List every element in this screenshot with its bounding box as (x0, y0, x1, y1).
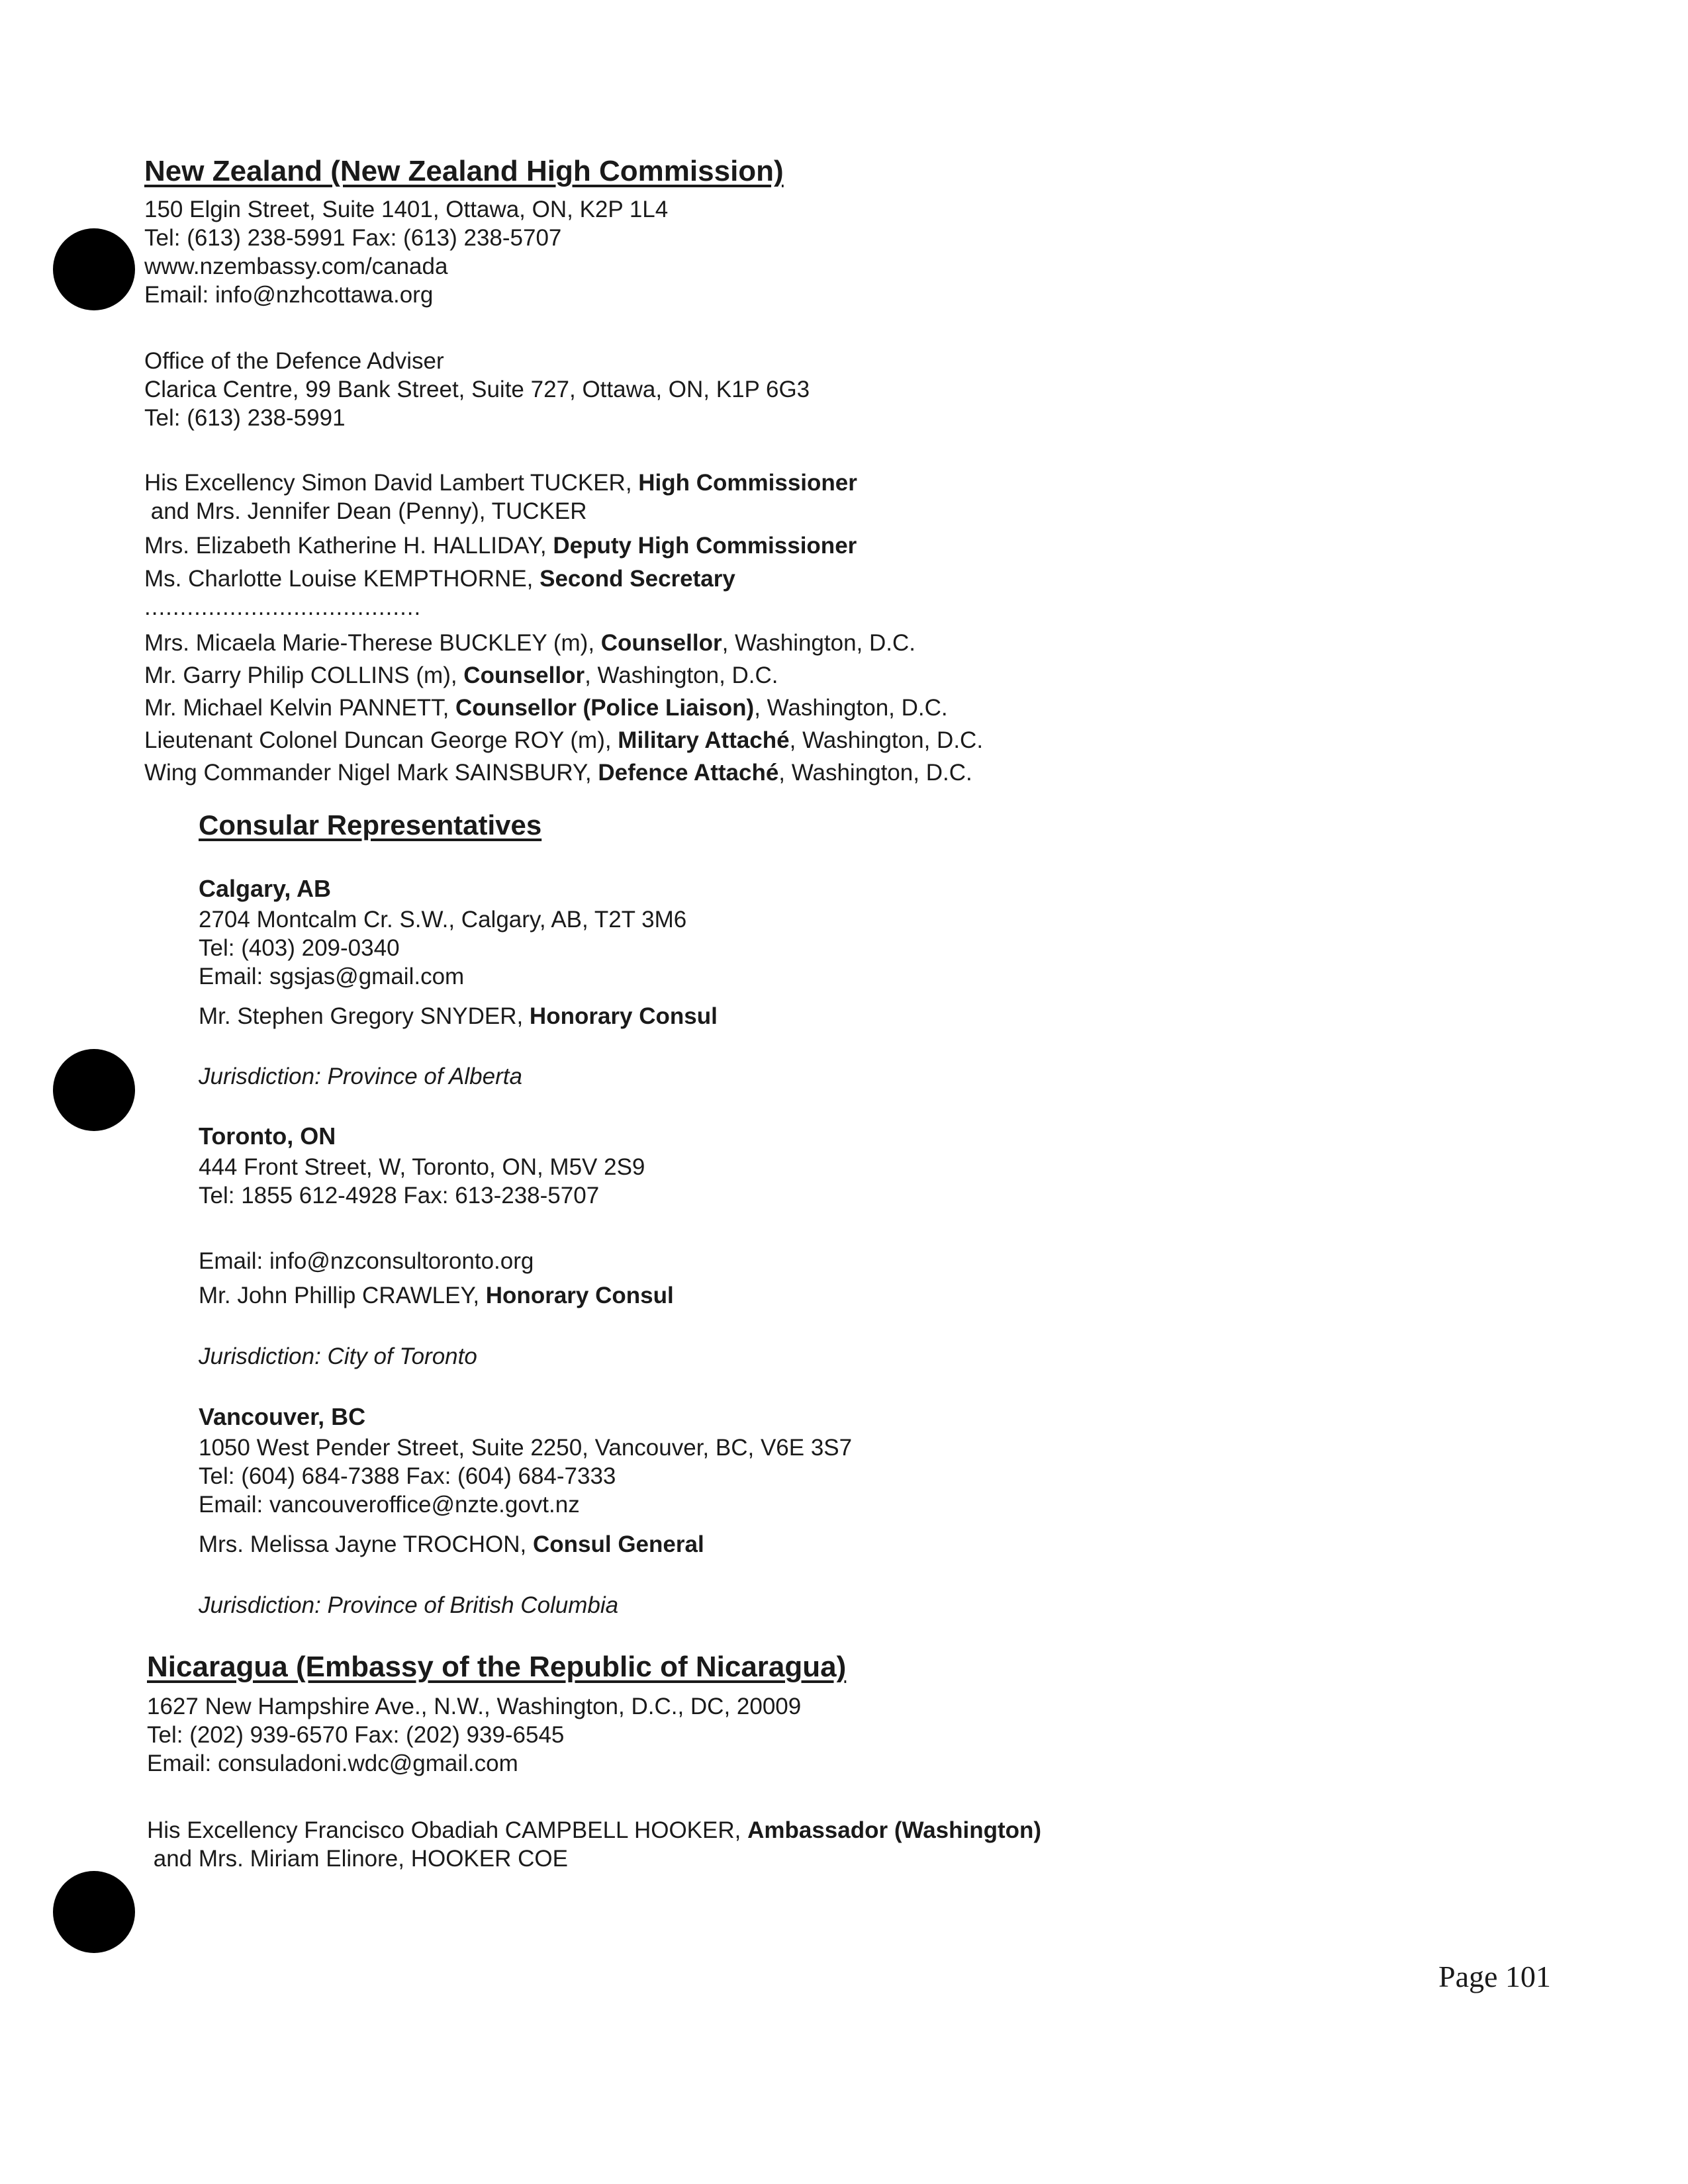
punch-hole-middle (53, 1049, 135, 1131)
staff-entry (144, 497, 587, 525)
consul-name: Mr. Stephen Gregory SNYDER, (199, 1003, 530, 1029)
consul-title: Honorary Consul (529, 1003, 718, 1029)
ambassador-entry (147, 1816, 1041, 1844)
staff-name: and Mrs. Jennifer Dean (Penny), TUCKER (144, 498, 587, 524)
accredited-name: Mrs. Micaela Marie-Therese BUCKLEY (m), (144, 630, 601, 656)
accredited-title: Counsellor (463, 662, 585, 688)
consulate-person (199, 1530, 704, 1559)
accredited-title: Counsellor (600, 630, 722, 656)
consulate-tel: Tel: (604) 684-7388 Fax: (604) 684-7333 (199, 1463, 616, 1489)
consulate-email: Email: sgsjas@gmail.com (199, 964, 465, 989)
nicaragua-heading: Nicaragua (Embassy of the Republic of Nicaragua) (147, 1651, 847, 1683)
consulate-tel: Tel: (403) 209-0340 (199, 935, 400, 961)
nz-website: www.nzembassy.com/canada (144, 253, 448, 279)
defence-office-address: Clarica Centre, 99 Bank Street, Suite 727, Ottawa, ON, K1P 6G3 (144, 377, 810, 402)
consul-name: Mrs. Melissa Jayne TROCHON, (199, 1531, 533, 1557)
staff-title: Second Secretary (539, 566, 735, 592)
consular-heading: Consular Representatives (199, 809, 542, 841)
nz-address: 150 Elgin Street, Suite 1401, Ottawa, ON, K2P 1L4 (144, 197, 669, 222)
ambassador-name: His Excellency Francisco Obadiah CAMPBELL HOOKER, (147, 1817, 748, 1843)
consulate-address: 2704 Montcalm Cr. S.W., Calgary, AB, T2T 3M6 (199, 907, 687, 933)
consulate-city: Calgary, AB (199, 875, 332, 902)
consulate-person (199, 1281, 674, 1310)
consulate-jurisdiction: Jurisdiction: Province of British Columbia (199, 1592, 619, 1618)
accredited-location: , Washington, D.C. (585, 662, 778, 688)
accredited-location: , Washington, D.C. (789, 727, 984, 753)
consul-title: Consul General (533, 1531, 704, 1557)
staff-entry (144, 469, 857, 497)
defence-office-title: Office of the Defence Adviser (144, 348, 444, 374)
consul-name: Mr. John Phillip CRAWLEY, (199, 1283, 486, 1308)
accredited-title: Defence Attaché (598, 760, 779, 786)
consulate-person (199, 1002, 718, 1030)
consulate-jurisdiction: Jurisdiction: City of Toronto (199, 1343, 477, 1369)
nicaragua-email: Email: consuladoni.wdc@gmail.com (147, 1751, 518, 1776)
consulate-email: Email: vancouveroffice@nzte.govt.nz (199, 1492, 580, 1518)
staff-title: High Commissioner (638, 470, 857, 496)
accredited-entry (144, 694, 948, 722)
staff-name: His Excellency Simon David Lambert TUCKER, (144, 470, 639, 496)
accredited-name: Wing Commander Nigel Mark SAINSBURY, (144, 760, 598, 786)
accredited-title: Counsellor (Police Liaison) (455, 695, 755, 721)
nicaragua-tel: Tel: (202) 939-6570 Fax: (202) 939-6545 (147, 1722, 565, 1748)
nz-email: Email: info@nzhcottawa.org (144, 282, 434, 308)
nz-heading: New Zealand (New Zealand High Commission) (144, 155, 784, 187)
ambassador-title: Ambassador (Washington) (747, 1817, 1042, 1843)
accredited-name: Mr. Michael Kelvin PANNETT, (144, 695, 456, 721)
staff-entry (144, 531, 857, 560)
defence-office-tel: Tel: (613) 238-5991 (144, 405, 346, 431)
consul-title: Honorary Consul (485, 1283, 674, 1308)
consulate-city: Vancouver, BC (199, 1403, 366, 1430)
accredited-entry (144, 726, 983, 754)
accredited-location: , Washington, D.C. (778, 760, 972, 786)
punch-hole-top (53, 228, 135, 310)
ambassador-spouse: and Mrs. Miriam Elinore, HOOKER COE (147, 1846, 568, 1872)
staff-name: Mrs. Elizabeth Katherine H. HALLIDAY, (144, 533, 553, 559)
staff-entry (144, 565, 735, 593)
accredited-location: , Washington, D.C. (722, 630, 916, 656)
nicaragua-address: 1627 New Hampshire Ave., N.W., Washington, D.C., DC, 20009 (147, 1694, 802, 1719)
consulate-city: Toronto, ON (199, 1122, 336, 1150)
consulate-jurisdiction: Jurisdiction: Province of Alberta (199, 1064, 522, 1089)
separator-dots: ....................................... (144, 594, 422, 620)
staff-title: Deputy High Commissioner (553, 533, 857, 559)
accredited-entry (144, 661, 778, 690)
consulate-address: 444 Front Street, W, Toronto, ON, M5V 2S9 (199, 1154, 645, 1180)
consulate-address: 1050 West Pender Street, Suite 2250, Vancouver, BC, V6E 3S7 (199, 1435, 853, 1461)
punch-hole-bottom (53, 1871, 135, 1953)
staff-name: Ms. Charlotte Louise KEMPTHORNE, (144, 566, 540, 592)
accredited-name: Mr. Garry Philip COLLINS (m), (144, 662, 464, 688)
accredited-location: , Washington, D.C. (754, 695, 948, 721)
consulate-tel: Tel: 1855 612-4928 Fax: 613-238-5707 (199, 1183, 600, 1208)
accredited-entry (144, 629, 915, 657)
accredited-name: Lieutenant Colonel Duncan George ROY (m), (144, 727, 618, 753)
page-number: Page 101 (1438, 1960, 1551, 1993)
consulate-email: Email: info@nzconsultoronto.org (199, 1248, 534, 1274)
nz-tel: Tel: (613) 238-5991 Fax: (613) 238-5707 (144, 225, 562, 251)
accredited-entry (144, 758, 972, 787)
accredited-title: Military Attaché (618, 727, 790, 753)
